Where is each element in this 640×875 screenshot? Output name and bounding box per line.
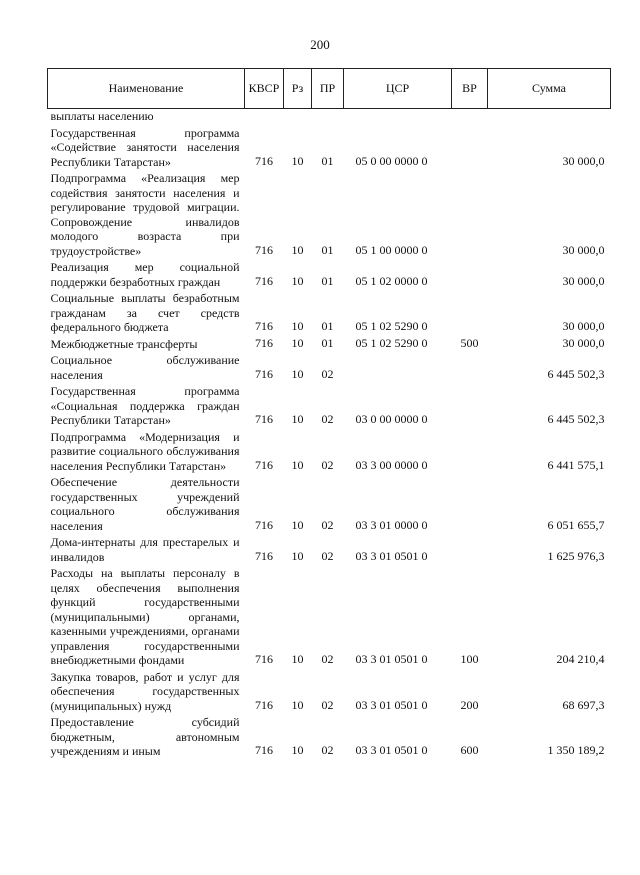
row-sum: 6 051 655,7	[547, 517, 605, 532]
row-kvsr: 716	[255, 457, 273, 472]
row-pr: 02	[321, 517, 334, 532]
row-kvsr: 716	[255, 548, 273, 563]
row-sum: 1 350 189,2	[547, 743, 605, 757]
table-row	[48, 473, 611, 533]
row-csr: 03 3 01 0501 0	[355, 743, 428, 757]
row-pr: 01	[321, 153, 334, 168]
row-rz: 10	[291, 652, 304, 666]
row-rz: 10	[291, 335, 304, 350]
row-vr: 600	[460, 743, 479, 757]
row-vr: 500	[460, 335, 479, 350]
row-kvsr: 716	[255, 242, 273, 257]
row-name: Предоставление субсидий бюджетным, автономным учреждениям и иным	[50, 715, 240, 758]
row-kvsr: 716	[255, 652, 273, 666]
row-pr: 01	[321, 319, 334, 333]
row-vr	[452, 533, 488, 564]
row-name: Межбюджетные трансферты	[50, 336, 198, 351]
row-sum: 30 000,0	[562, 273, 605, 288]
row-kvsr: 716	[255, 319, 273, 333]
row-kvsr: 716	[255, 335, 273, 350]
row-pr: 02	[321, 743, 334, 757]
row-vr	[452, 169, 488, 258]
table-header-row	[48, 69, 611, 109]
row-rz: 10	[291, 743, 304, 757]
row-csr: 03 3 01 0501 0	[355, 697, 428, 712]
page-number: 200	[310, 37, 330, 52]
row-csr: 03 3 01 0000 0	[355, 517, 428, 532]
row-csr: 03 3 00 0000 0	[355, 457, 428, 472]
row-sum: 6 445 502,3	[547, 412, 605, 426]
table-row	[48, 713, 611, 759]
row-name: Подпрограмма «Модернизация и развитие социального обслуживания населения Республики Татарстан»	[50, 429, 240, 473]
row-vr	[452, 289, 488, 335]
header-vr: ВР	[452, 69, 488, 109]
row-rz: 10	[291, 457, 304, 472]
row-kvsr: 716	[255, 412, 273, 426]
row-vr	[452, 382, 488, 428]
row-pr: 01	[321, 335, 334, 350]
header-sum: Сумма	[488, 69, 611, 109]
row-pr: 02	[321, 366, 334, 381]
table-row	[48, 351, 611, 382]
header-csr: ЦСР	[344, 69, 452, 109]
row-sum: 6 441 575,1	[547, 457, 605, 472]
row-rz: 10	[291, 412, 304, 426]
table-row	[48, 382, 611, 428]
row-kvsr: 716	[255, 366, 273, 381]
row-sum: 6 445 502,3	[547, 366, 605, 381]
table-row	[48, 564, 611, 668]
row-name: Государственная программа «Содействие занятости населения Республики Татарстан»	[50, 125, 240, 169]
row-name: Подпрограмма «Реализация мер содействия занятости населения и регулирование трудовой миграции. Сопровождение инвалидов молодого возраста при трудоустройстве»	[50, 171, 240, 258]
row-csr: 03 3 01 0501 0	[355, 548, 428, 563]
table-row	[48, 124, 611, 170]
row-kvsr: 716	[255, 697, 273, 712]
row-sum: 1 625 976,3	[547, 548, 605, 563]
row-sum: 30 000,0	[562, 153, 605, 168]
row-rz: 10	[291, 366, 304, 381]
row-vr	[452, 473, 488, 533]
row-csr: 05 1 02 5290 0	[355, 335, 428, 350]
row-vr	[452, 351, 488, 382]
table-row	[48, 428, 611, 474]
row-sum: 30 000,0	[562, 335, 605, 350]
row-vr	[452, 258, 488, 289]
row-rz: 10	[291, 319, 304, 333]
table-row	[48, 533, 611, 564]
row-name: Социальное обслуживание населения	[50, 353, 240, 382]
row-rz: 10	[291, 697, 304, 712]
row-sum: 204 210,4	[556, 652, 605, 666]
row-rz: 10	[291, 517, 304, 532]
row-kvsr: 716	[255, 273, 273, 288]
row-name: Дома-интернаты для престарелых и инвалидов	[50, 535, 240, 564]
table-row	[48, 668, 611, 714]
header-rz: Рз	[284, 69, 312, 109]
row-pr: 02	[321, 412, 334, 426]
row-vr: 100	[460, 652, 479, 666]
row-pr: 02	[321, 548, 334, 563]
row-sum: 30 000,0	[562, 319, 605, 333]
row-pr: 02	[321, 652, 334, 666]
row-name: Государственная программа «Социальная поддержка граждан Республики Татарстан»	[50, 384, 240, 427]
row-vr: 200	[460, 697, 479, 712]
row-rz: 10	[291, 242, 304, 257]
row-pr: 01	[321, 273, 334, 288]
row-vr	[452, 428, 488, 474]
row-name: Расходы на выплаты персоналу в целях обеспечения выполнения функций государственными (муниципальными) органами, казенными учреждениями, органами управления государственными внебюджетными фондами	[50, 566, 240, 667]
row-rz: 10	[291, 548, 304, 563]
header-pr: ПР	[312, 69, 344, 109]
row-csr: 05 1 00 0000 0	[355, 242, 428, 257]
row-kvsr: 716	[255, 743, 273, 757]
row-vr	[452, 124, 488, 170]
row-pr: 02	[321, 457, 334, 472]
row-sum: 68 697,3	[562, 697, 605, 712]
row-csr: 03 3 01 0501 0	[355, 652, 428, 666]
table-row	[48, 258, 611, 289]
table-row	[48, 335, 611, 352]
row-pr: 02	[321, 697, 334, 712]
row-rz: 10	[291, 273, 304, 288]
header-name: Наименование	[48, 69, 245, 109]
row-name: Закупка товаров, работ и услуг для обеспечения государственных (муниципальных) нужд	[50, 669, 240, 713]
row-name: Социальные выплаты безработным гражданам за счет средств федерального бюджета	[50, 291, 240, 334]
table-row-continuation	[48, 109, 611, 124]
row-sum: 30 000,0	[562, 242, 605, 257]
row-name: Реализация мер социальной поддержки безработных граждан	[50, 260, 240, 289]
header-kvsr: КВСР	[245, 69, 284, 109]
row-kvsr: 716	[255, 153, 273, 168]
row-csr: 05 1 02 0000 0	[355, 273, 428, 288]
row-name: Обеспечение деятельности государственных учреждений социального обслуживания населения	[50, 475, 240, 533]
row-csr: 05 0 00 0000 0	[355, 153, 428, 168]
budget-table	[47, 68, 611, 759]
row-kvsr: 716	[255, 517, 273, 532]
row-name: выплаты населению	[50, 109, 154, 123]
row-csr: 05 1 02 5290 0	[355, 319, 428, 333]
row-rz: 10	[291, 153, 304, 168]
row-csr: 03 0 00 0000 0	[355, 412, 428, 426]
table-row	[48, 169, 611, 258]
row-pr: 01	[321, 242, 334, 257]
table-row	[48, 289, 611, 335]
row-csr	[344, 351, 452, 382]
